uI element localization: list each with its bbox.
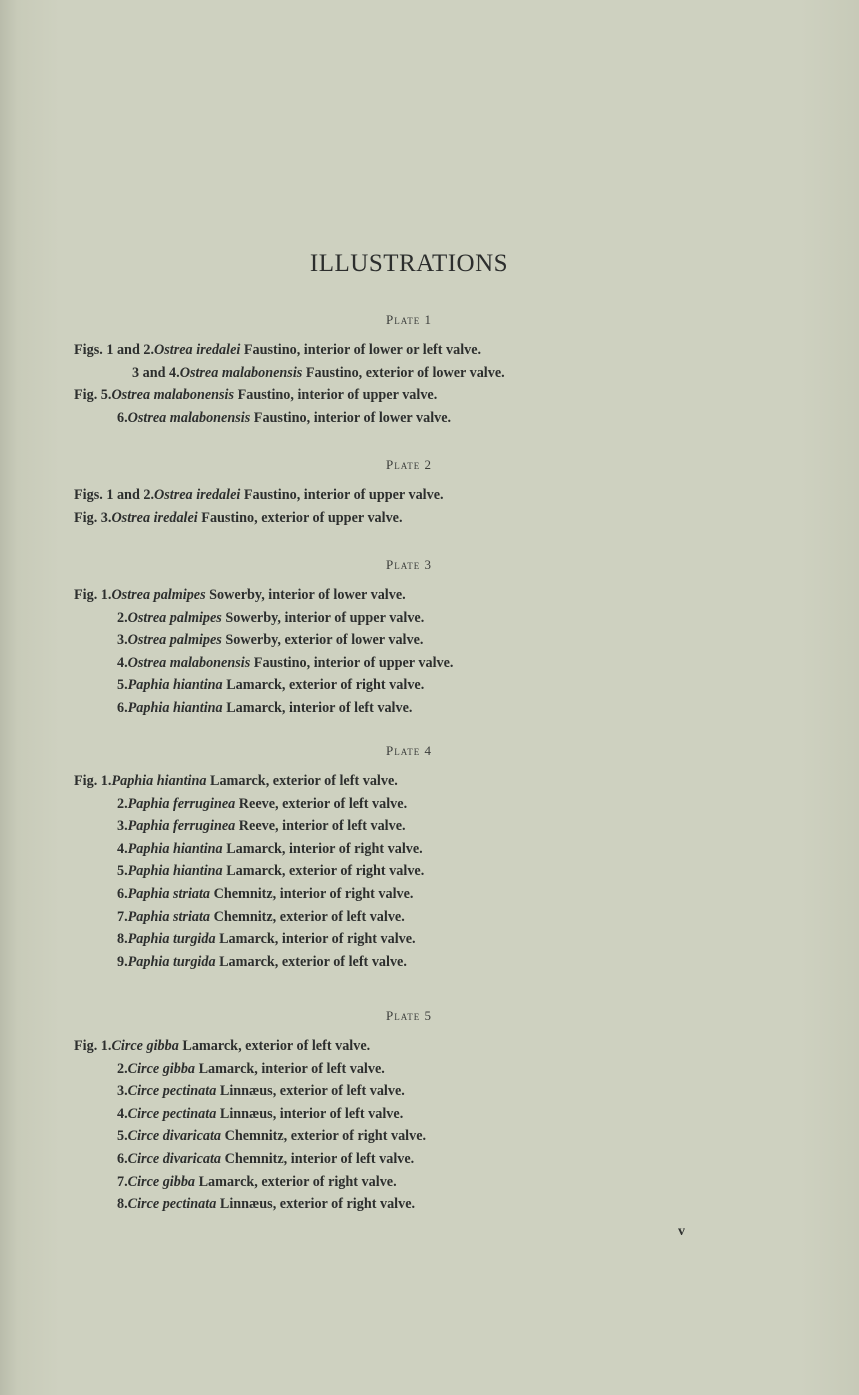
species-name: Paphia striata	[127, 908, 211, 925]
figure-number: 3.	[117, 1083, 128, 1100]
figure-number: 5.	[117, 1128, 128, 1145]
figure-caption	[74, 387, 437, 404]
figure-caption	[117, 863, 424, 880]
figure-number: Figs. 1 and 2.	[74, 487, 155, 503]
figure-number: Fig. 1.	[74, 1038, 112, 1054]
figure-description: Chemnitz, exterior of left valve.	[210, 908, 405, 925]
figure-description: Chemnitz, interior of left valve.	[221, 1151, 415, 1167]
figure-description: Lamarck, exterior of left valve.	[206, 773, 398, 789]
figure-description: Faustino, exterior of upper valve.	[197, 509, 403, 526]
figure-number: Fig. 3.	[74, 509, 112, 526]
figure-caption	[117, 632, 423, 649]
figure-caption	[117, 610, 424, 627]
figure-caption	[117, 1196, 415, 1213]
figure-description: Chemnitz, interior of right valve.	[210, 886, 414, 902]
figure-caption	[117, 841, 423, 858]
figure-number: 3.	[117, 632, 128, 649]
species-name: Ostrea palmipes	[127, 632, 222, 649]
figure-caption	[117, 677, 424, 694]
figure-description: Reeve, exterior of left valve.	[235, 795, 408, 812]
figure-caption	[117, 1151, 414, 1168]
figure-caption	[117, 796, 407, 813]
figure-description: Linnæus, exterior of right valve.	[216, 1196, 416, 1213]
species-name: Paphia hiantina	[127, 700, 223, 716]
figure-number: 5.	[117, 677, 128, 694]
figure-description: Lamarck, exterior of right valve.	[222, 863, 425, 880]
species-name: Circe pectinata	[127, 1105, 217, 1122]
species-name: Circe gibba	[127, 1173, 196, 1190]
figure-caption	[74, 510, 403, 527]
figure-description: Lamarck, exterior of right valve.	[195, 1173, 397, 1190]
figure-number: 4.	[117, 840, 128, 857]
figure-description: Faustino, interior of lower valve.	[250, 409, 452, 426]
figure-description: Faustino, interior of upper valve.	[250, 654, 454, 671]
figure-number: 8.	[117, 1196, 128, 1213]
figure-number: 2.	[117, 795, 128, 812]
figure-description: Linnæus, interior of left valve.	[216, 1105, 404, 1122]
figure-description: Faustino, interior of upper valve.	[240, 487, 444, 503]
figure-number: 6.	[117, 886, 128, 902]
species-name: Ostrea malabonensis	[127, 654, 251, 671]
figure-number: 9.	[117, 953, 128, 970]
species-name: Paphia hiantina	[127, 677, 223, 694]
figure-number: Fig. 1.	[74, 587, 112, 603]
page-title: ILLUSTRATIONS	[309, 250, 509, 277]
species-name: Paphia ferruginea	[127, 818, 236, 835]
figure-caption	[117, 1083, 405, 1100]
species-name: Ostrea malabonensis	[127, 409, 251, 426]
species-name: Circe gibba	[127, 1060, 196, 1077]
plate-heading: Plate 4	[386, 743, 432, 758]
figure-description: Faustino, interior of lower or left valve.	[240, 342, 482, 358]
figure-caption	[117, 410, 451, 427]
figure-description: Lamarck, interior of right valve.	[215, 931, 416, 948]
figure-description: Reeve, interior of left valve.	[235, 818, 406, 835]
figure-number: 3.	[117, 818, 128, 835]
species-name: Ostrea palmipes	[111, 587, 206, 603]
figure-description: Lamarck, exterior of left valve.	[215, 953, 407, 970]
species-name: Paphia ferruginea	[127, 795, 236, 812]
figure-number: 3 and 4.	[132, 364, 180, 381]
figure-description: Lamarck, interior of left valve.	[195, 1060, 385, 1077]
figure-caption	[117, 700, 412, 717]
figure-description: Sowerby, interior of lower valve.	[205, 587, 406, 603]
figure-number: 8.	[117, 931, 128, 948]
figure-description: Lamarck, exterior of right valve.	[222, 677, 425, 694]
species-name: Circe divaricata	[127, 1151, 222, 1167]
species-name: Circe pectinata	[127, 1083, 217, 1100]
figure-number: 5.	[117, 863, 128, 880]
species-name: Paphia turgida	[127, 931, 216, 948]
figure-caption	[132, 365, 505, 382]
figure-caption	[117, 1061, 385, 1078]
figure-number: 7.	[117, 1173, 128, 1190]
figure-caption	[117, 909, 405, 926]
species-name: Paphia hiantina	[127, 863, 223, 880]
figure-description: Lamarck, interior of left valve.	[222, 700, 413, 716]
figure-caption	[74, 487, 444, 504]
species-name: Ostrea iredalei	[154, 487, 241, 503]
figure-number: 4.	[117, 1105, 128, 1122]
figure-description: Sowerby, exterior of lower valve.	[221, 632, 424, 649]
species-name: Circe pectinata	[127, 1196, 217, 1213]
figure-number: 4.	[117, 654, 128, 671]
species-name: Paphia hiantina	[127, 840, 223, 857]
figure-description: Faustino, exterior of lower valve.	[302, 364, 505, 381]
figure-description: Sowerby, interior of upper valve.	[221, 609, 425, 626]
figure-number: 6.	[117, 1151, 128, 1167]
figure-caption	[74, 587, 406, 604]
species-name: Ostrea iredalei	[111, 509, 198, 526]
species-name: Paphia hiantina	[111, 773, 207, 789]
species-name: Ostrea malabonensis	[179, 364, 303, 381]
figure-caption	[117, 1106, 403, 1123]
species-name: Circe gibba	[111, 1038, 179, 1054]
figure-description: Lamarck, interior of right valve.	[222, 840, 423, 857]
figure-description: Lamarck, exterior of left valve.	[178, 1038, 371, 1054]
figure-number: Fig. 1.	[74, 773, 112, 789]
figure-caption	[117, 818, 406, 835]
plate-heading: Plate 2	[386, 457, 432, 472]
figure-description: Faustino, interior of upper valve.	[234, 387, 438, 404]
figure-number: 6.	[117, 700, 128, 716]
figure-caption	[117, 931, 416, 948]
figure-caption	[74, 342, 481, 359]
figure-description: Linnæus, exterior of left valve.	[216, 1083, 405, 1100]
figure-caption	[117, 954, 407, 971]
figure-caption	[74, 1038, 370, 1055]
figure-caption	[117, 1174, 397, 1191]
figure-description: Chemnitz, exterior of right valve.	[221, 1128, 427, 1145]
figure-number: 2.	[117, 609, 128, 626]
figure-number: 2.	[117, 1060, 128, 1077]
species-name: Circe divaricata	[127, 1128, 222, 1145]
species-name: Paphia striata	[127, 886, 211, 902]
figure-caption	[74, 773, 398, 790]
figure-caption	[117, 655, 453, 672]
figure-number: 6.	[117, 409, 128, 426]
figure-caption	[117, 886, 413, 903]
species-name: Ostrea malabonensis	[111, 387, 235, 404]
plate-heading: Plate 1	[386, 312, 432, 327]
figure-number: Figs. 1 and 2.	[74, 342, 155, 358]
figure-number: Fig. 5.	[74, 387, 112, 404]
species-name: Ostrea palmipes	[127, 609, 222, 626]
plate-heading: Plate 5	[386, 1008, 432, 1023]
species-name: Paphia turgida	[127, 953, 216, 970]
figure-caption	[117, 1128, 426, 1145]
figure-number: 7.	[117, 908, 128, 925]
species-name: Ostrea iredalei	[154, 342, 241, 358]
plate-heading: Plate 3	[386, 557, 432, 572]
page-number: v	[678, 1224, 685, 1239]
